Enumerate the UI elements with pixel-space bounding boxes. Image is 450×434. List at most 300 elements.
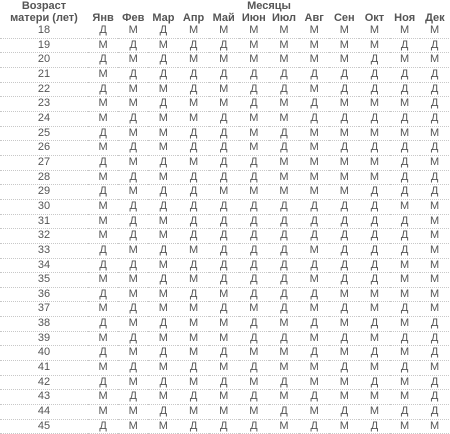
gender-cell: М xyxy=(269,361,299,376)
gender-cell: М xyxy=(359,155,389,170)
gender-cell: М xyxy=(239,185,269,200)
gender-cell: Д xyxy=(420,390,450,405)
gender-cell: М xyxy=(209,82,239,97)
gender-cell: М xyxy=(299,24,329,38)
gender-cell: Д xyxy=(118,141,148,156)
gender-cell: Д xyxy=(239,243,269,258)
gender-cell: М xyxy=(359,302,389,317)
gender-cell: Д xyxy=(178,141,208,156)
gender-cell: М xyxy=(390,53,420,68)
gender-cell: Д xyxy=(118,111,148,126)
table-row xyxy=(0,302,450,317)
gender-cell: М xyxy=(390,390,420,405)
mother-age-cell: 19 xyxy=(0,38,88,53)
gender-cell: М xyxy=(148,111,178,126)
gender-cell: М xyxy=(299,155,329,170)
gender-cell: М xyxy=(359,287,389,302)
gender-cell: Д xyxy=(178,38,208,53)
gender-cell: М xyxy=(88,331,118,346)
gender-cell: М xyxy=(359,24,389,38)
gender-cell: М xyxy=(420,229,450,244)
gender-cell: Д xyxy=(420,111,450,126)
mother-age-cell: 20 xyxy=(0,53,88,68)
gender-cell: М xyxy=(420,155,450,170)
gender-cell: Д xyxy=(239,331,269,346)
gender-cell: Д xyxy=(209,243,239,258)
gender-cell: Д xyxy=(299,390,329,405)
gender-cell: М xyxy=(359,331,389,346)
gender-cell: Д xyxy=(118,302,148,317)
gender-cell: М xyxy=(299,243,329,258)
mother-age-cell: 39 xyxy=(0,331,88,346)
gender-cell: Д xyxy=(88,185,118,200)
gender-cell: Д xyxy=(148,185,178,200)
gender-cell: Д xyxy=(239,273,269,288)
gender-cell: Д xyxy=(239,287,269,302)
gender-cell: Д xyxy=(178,185,208,200)
gender-cell: М xyxy=(269,317,299,332)
gender-cell: М xyxy=(148,170,178,185)
gender-cell: М xyxy=(329,185,359,200)
gender-cell: М xyxy=(420,214,450,229)
gender-cell: М xyxy=(269,155,299,170)
gender-cell: Д xyxy=(88,24,118,38)
month-header-9: Окт xyxy=(364,12,385,24)
gender-cell: М xyxy=(329,24,359,38)
gender-cell: Д xyxy=(178,170,208,185)
gender-cell: Д xyxy=(359,243,389,258)
gender-cell: Д xyxy=(239,82,269,97)
gender-cell: М xyxy=(329,346,359,361)
gender-cell: Д xyxy=(118,214,148,229)
gender-cell: М xyxy=(299,273,329,288)
gender-cell: Д xyxy=(269,273,299,288)
gender-cell: Д xyxy=(329,243,359,258)
gender-cell: М xyxy=(329,390,359,405)
gender-cell: Д xyxy=(299,287,329,302)
gender-cell: Д xyxy=(178,361,208,376)
gender-cell: Д xyxy=(329,214,359,229)
gender-cell: Д xyxy=(390,38,420,53)
gender-cell: Д xyxy=(178,419,208,434)
table-row xyxy=(0,97,450,112)
gender-cell: М xyxy=(329,97,359,112)
gender-cell: М xyxy=(148,229,178,244)
table-row xyxy=(0,170,450,185)
gender-cell: Д xyxy=(239,390,269,405)
mother-age-cell: 37 xyxy=(0,302,88,317)
gender-cell: Д xyxy=(178,214,208,229)
gender-cell: Д xyxy=(420,375,450,390)
mother-age-cell: 27 xyxy=(0,155,88,170)
mother-age-cell: 34 xyxy=(0,258,88,273)
gender-cell: Д xyxy=(359,346,389,361)
gender-cell: М xyxy=(118,155,148,170)
gender-cell: М xyxy=(359,405,389,420)
gender-cell: М xyxy=(390,346,420,361)
gender-cell: Д xyxy=(299,229,329,244)
mother-age-cell: 33 xyxy=(0,243,88,258)
gender-cell: Д xyxy=(390,405,420,420)
gender-cell: Д xyxy=(88,346,118,361)
gender-cell: Д xyxy=(329,405,359,420)
gender-cell: М xyxy=(239,38,269,53)
gender-cell: М xyxy=(239,111,269,126)
gender-cell: Д xyxy=(359,229,389,244)
gender-cell: Д xyxy=(118,390,148,405)
gender-cell: Д xyxy=(269,375,299,390)
gender-cell: М xyxy=(118,317,148,332)
gender-cell: Д xyxy=(178,258,208,273)
gender-cell: М xyxy=(118,287,148,302)
gender-cell: Д xyxy=(390,214,420,229)
gender-cell: Д xyxy=(329,361,359,376)
gender-cell: Д xyxy=(239,361,269,376)
gender-cell: М xyxy=(329,53,359,68)
gender-cell: М xyxy=(269,185,299,200)
month-header-10: Ноя xyxy=(394,12,416,24)
gender-cell: М xyxy=(88,405,118,420)
gender-cell: М xyxy=(209,97,239,112)
gender-cell: Д xyxy=(269,287,299,302)
gender-cell: Д xyxy=(359,53,389,68)
gender-cell: Д xyxy=(209,141,239,156)
gender-cell: Д xyxy=(88,258,118,273)
gender-cell: М xyxy=(299,405,329,420)
gender-cell: Д xyxy=(390,67,420,82)
gender-cell: М xyxy=(118,82,148,97)
gender-cell: М xyxy=(390,97,420,112)
gender-cell: Д xyxy=(148,346,178,361)
gender-cell: М xyxy=(118,126,148,141)
gender-cell: М xyxy=(329,419,359,434)
gender-cell: М xyxy=(299,375,329,390)
gender-cell: М xyxy=(88,199,118,214)
table-row xyxy=(0,185,450,200)
gender-cell: Д xyxy=(148,24,178,38)
gender-cell: Д xyxy=(209,38,239,53)
gender-cell: Д xyxy=(239,67,269,82)
gender-cell: Д xyxy=(239,170,269,185)
gender-cell: М xyxy=(359,390,389,405)
gender-cell: М xyxy=(178,302,208,317)
gender-cell: М xyxy=(209,390,239,405)
month-header-8: Сен xyxy=(333,12,355,24)
gender-cell: М xyxy=(269,97,299,112)
mother-age-header-line1: Возраст xyxy=(21,0,67,12)
gender-cell: Д xyxy=(148,53,178,68)
gender-cell: Д xyxy=(390,111,420,126)
gender-cell: М xyxy=(118,273,148,288)
month-header-11: Дек xyxy=(425,12,445,24)
gender-cell: М xyxy=(118,24,148,38)
gender-cell: М xyxy=(420,243,450,258)
mother-age-cell: 44 xyxy=(0,405,88,420)
gender-cell: М xyxy=(420,53,450,68)
gender-cell: М xyxy=(178,317,208,332)
gender-cell: Д xyxy=(299,111,329,126)
gender-cell: М xyxy=(329,287,359,302)
gender-cell: Д xyxy=(269,67,299,82)
table-row xyxy=(0,141,450,156)
gender-cell: М xyxy=(209,361,239,376)
table-row xyxy=(0,243,450,258)
gender-cell: Д xyxy=(329,111,359,126)
gender-cell: Д xyxy=(269,229,299,244)
mother-age-cell: 18 xyxy=(0,24,88,38)
month-header-3: Апр xyxy=(182,12,205,24)
gender-cell: Д xyxy=(420,82,450,97)
gender-cell: М xyxy=(299,331,329,346)
gender-cell: М xyxy=(359,97,389,112)
gender-cell: Д xyxy=(148,155,178,170)
gender-cell: Д xyxy=(209,155,239,170)
gender-cell: Д xyxy=(299,199,329,214)
gender-cell: М xyxy=(148,390,178,405)
gender-cell: Д xyxy=(269,302,299,317)
gender-cell: Д xyxy=(359,185,389,200)
month-header-0: Янв xyxy=(92,12,114,24)
mother-age-cell: 42 xyxy=(0,375,88,390)
gender-cell: М xyxy=(88,229,118,244)
gender-cell: Д xyxy=(178,199,208,214)
table-row xyxy=(0,229,450,244)
gender-cell: М xyxy=(420,126,450,141)
gender-cell: Д xyxy=(88,243,118,258)
gender-cell: М xyxy=(359,126,389,141)
gender-cell: М xyxy=(420,287,450,302)
mother-age-cell: 45 xyxy=(0,419,88,434)
gender-cell: Д xyxy=(390,361,420,376)
table-row xyxy=(0,111,450,126)
gender-cell: М xyxy=(390,199,420,214)
gender-cell: Д xyxy=(209,273,239,288)
mother-age-cell: 22 xyxy=(0,82,88,97)
gender-cell: М xyxy=(209,287,239,302)
gender-cell: Д xyxy=(299,317,329,332)
gender-cell: М xyxy=(148,82,178,97)
gender-cell: Д xyxy=(178,126,208,141)
gender-cell: Д xyxy=(269,199,299,214)
gender-cell: Д xyxy=(118,38,148,53)
gender-cell: Д xyxy=(148,273,178,288)
gender-cell: Д xyxy=(209,375,239,390)
gender-cell: Д xyxy=(148,199,178,214)
gender-cell: М xyxy=(178,243,208,258)
gender-cell: Д xyxy=(148,243,178,258)
gender-cell: М xyxy=(420,273,450,288)
gender-cell: М xyxy=(209,331,239,346)
gender-cell: Д xyxy=(148,375,178,390)
gender-cell: Д xyxy=(209,170,239,185)
gender-cell: Д xyxy=(209,67,239,82)
gender-cell: Д xyxy=(359,82,389,97)
gender-cell: Д xyxy=(390,155,420,170)
gender-cell: Д xyxy=(299,258,329,273)
gender-cell: М xyxy=(329,170,359,185)
gender-cell: М xyxy=(178,97,208,112)
gender-cell: Д xyxy=(88,317,118,332)
mother-age-cell: 41 xyxy=(0,361,88,376)
gender-cell: М xyxy=(299,38,329,53)
gender-cell: М xyxy=(269,170,299,185)
table-row xyxy=(0,199,450,214)
gender-cell: Д xyxy=(178,82,208,97)
month-header-7: Авг xyxy=(304,12,324,24)
gender-cell: М xyxy=(118,405,148,420)
mother-age-cell: 43 xyxy=(0,390,88,405)
gender-cell: М xyxy=(299,170,329,185)
gender-cell: М xyxy=(148,141,178,156)
month-header-2: Мар xyxy=(152,12,175,24)
gender-cell: Д xyxy=(239,229,269,244)
gender-cell: Д xyxy=(239,199,269,214)
gender-cell: М xyxy=(88,111,118,126)
gender-cell: М xyxy=(390,317,420,332)
gender-cell: М xyxy=(239,405,269,420)
gender-cell: Д xyxy=(299,97,329,112)
months-header xyxy=(88,0,450,12)
gender-cell: Д xyxy=(390,331,420,346)
gender-cell: М xyxy=(209,185,239,200)
gender-cell: Д xyxy=(88,287,118,302)
gender-cell: Д xyxy=(420,141,450,156)
gender-cell: Д xyxy=(329,199,359,214)
mother-age-cell: 38 xyxy=(0,317,88,332)
gender-cell: Д xyxy=(269,126,299,141)
gender-cell: Д xyxy=(88,53,118,68)
gender-cell: Д xyxy=(118,361,148,376)
gender-cell: Д xyxy=(299,214,329,229)
table-row xyxy=(0,24,450,38)
mother-age-cell: 32 xyxy=(0,229,88,244)
gender-cell: М xyxy=(329,155,359,170)
gender-cell: М xyxy=(390,375,420,390)
gender-cell: Д xyxy=(239,419,269,434)
gender-cell: М xyxy=(88,38,118,53)
gender-cell: М xyxy=(178,273,208,288)
gender-cell: М xyxy=(209,53,239,68)
gender-cell: Д xyxy=(269,141,299,156)
table-row xyxy=(0,67,450,82)
gender-cell: М xyxy=(269,38,299,53)
mother-age-header xyxy=(0,0,88,12)
gender-cell: Д xyxy=(359,273,389,288)
table-row xyxy=(0,82,450,97)
gender-cell: Д xyxy=(420,38,450,53)
gender-cell: Д xyxy=(420,346,450,361)
mother-age-cell: 25 xyxy=(0,126,88,141)
table-row xyxy=(0,155,450,170)
gender-cell: Д xyxy=(88,155,118,170)
gender-cell: М xyxy=(299,126,329,141)
gender-cell: Д xyxy=(269,405,299,420)
mother-age-cell: 30 xyxy=(0,199,88,214)
mother-age-cell: 29 xyxy=(0,185,88,200)
gender-cell: М xyxy=(148,287,178,302)
table-row xyxy=(0,405,450,420)
gender-cell: М xyxy=(239,346,269,361)
gender-cell: Д xyxy=(88,419,118,434)
gender-cell: Д xyxy=(88,375,118,390)
gender-cell: Д xyxy=(359,419,389,434)
month-header-6: Июл xyxy=(272,12,297,24)
gender-cell: М xyxy=(148,38,178,53)
gender-cell: Д xyxy=(329,229,359,244)
gender-cell: Д xyxy=(88,82,118,97)
gender-cell: Д xyxy=(420,317,450,332)
gender-cell: М xyxy=(239,375,269,390)
gender-cell: М xyxy=(178,53,208,68)
gender-cell: М xyxy=(118,419,148,434)
gender-cell: Д xyxy=(359,67,389,82)
gender-cell: Д xyxy=(209,229,239,244)
gender-cell: М xyxy=(239,302,269,317)
gender-cell: Д xyxy=(209,419,239,434)
gender-cell: М xyxy=(390,287,420,302)
gender-cell: Д xyxy=(88,126,118,141)
gender-cell: Д xyxy=(118,170,148,185)
gender-cell: Д xyxy=(269,243,299,258)
gender-cell: М xyxy=(88,390,118,405)
gender-cell: М xyxy=(359,38,389,53)
gender-cell: Д xyxy=(420,170,450,185)
table-row xyxy=(0,331,450,346)
gender-cell: М xyxy=(269,24,299,38)
gender-cell: М xyxy=(209,317,239,332)
gender-cell: Д xyxy=(239,97,269,112)
gender-cell: Д xyxy=(359,214,389,229)
gender-cell: М xyxy=(269,390,299,405)
gender-cell: Д xyxy=(178,287,208,302)
gender-cell: М xyxy=(420,258,450,273)
gender-cell: Д xyxy=(269,82,299,97)
gender-cell: М xyxy=(269,53,299,68)
gender-cell: М xyxy=(209,405,239,420)
gender-cell: Д xyxy=(420,331,450,346)
gender-cell: Д xyxy=(299,419,329,434)
gender-cell: М xyxy=(178,155,208,170)
gender-cell: М xyxy=(118,53,148,68)
gender-cell: М xyxy=(269,346,299,361)
gender-cell: Д xyxy=(209,258,239,273)
gender-cell: Д xyxy=(329,82,359,97)
gender-cell: М xyxy=(118,375,148,390)
gender-cell: М xyxy=(178,375,208,390)
gender-cell: Д xyxy=(359,317,389,332)
gender-cell: Д xyxy=(420,97,450,112)
gender-cell: М xyxy=(299,141,329,156)
mother-age-cell: 36 xyxy=(0,287,88,302)
gender-cell: Д xyxy=(390,185,420,200)
table-row xyxy=(0,126,450,141)
gender-cell: М xyxy=(88,302,118,317)
month-header-5: Июн xyxy=(241,12,266,24)
gender-cell: Д xyxy=(269,214,299,229)
gender-cell: Д xyxy=(209,346,239,361)
gender-cell: М xyxy=(390,419,420,434)
gender-cell: М xyxy=(118,346,148,361)
gender-cell: Д xyxy=(299,346,329,361)
gender-cell: М xyxy=(390,126,420,141)
gender-cell: М xyxy=(269,419,299,434)
gender-cell: М xyxy=(148,214,178,229)
gender-cell: Д xyxy=(420,185,450,200)
gender-cell: Д xyxy=(329,141,359,156)
month-header-1: Фев xyxy=(122,12,145,24)
mother-age-cell: 28 xyxy=(0,170,88,185)
gender-cell: М xyxy=(239,24,269,38)
